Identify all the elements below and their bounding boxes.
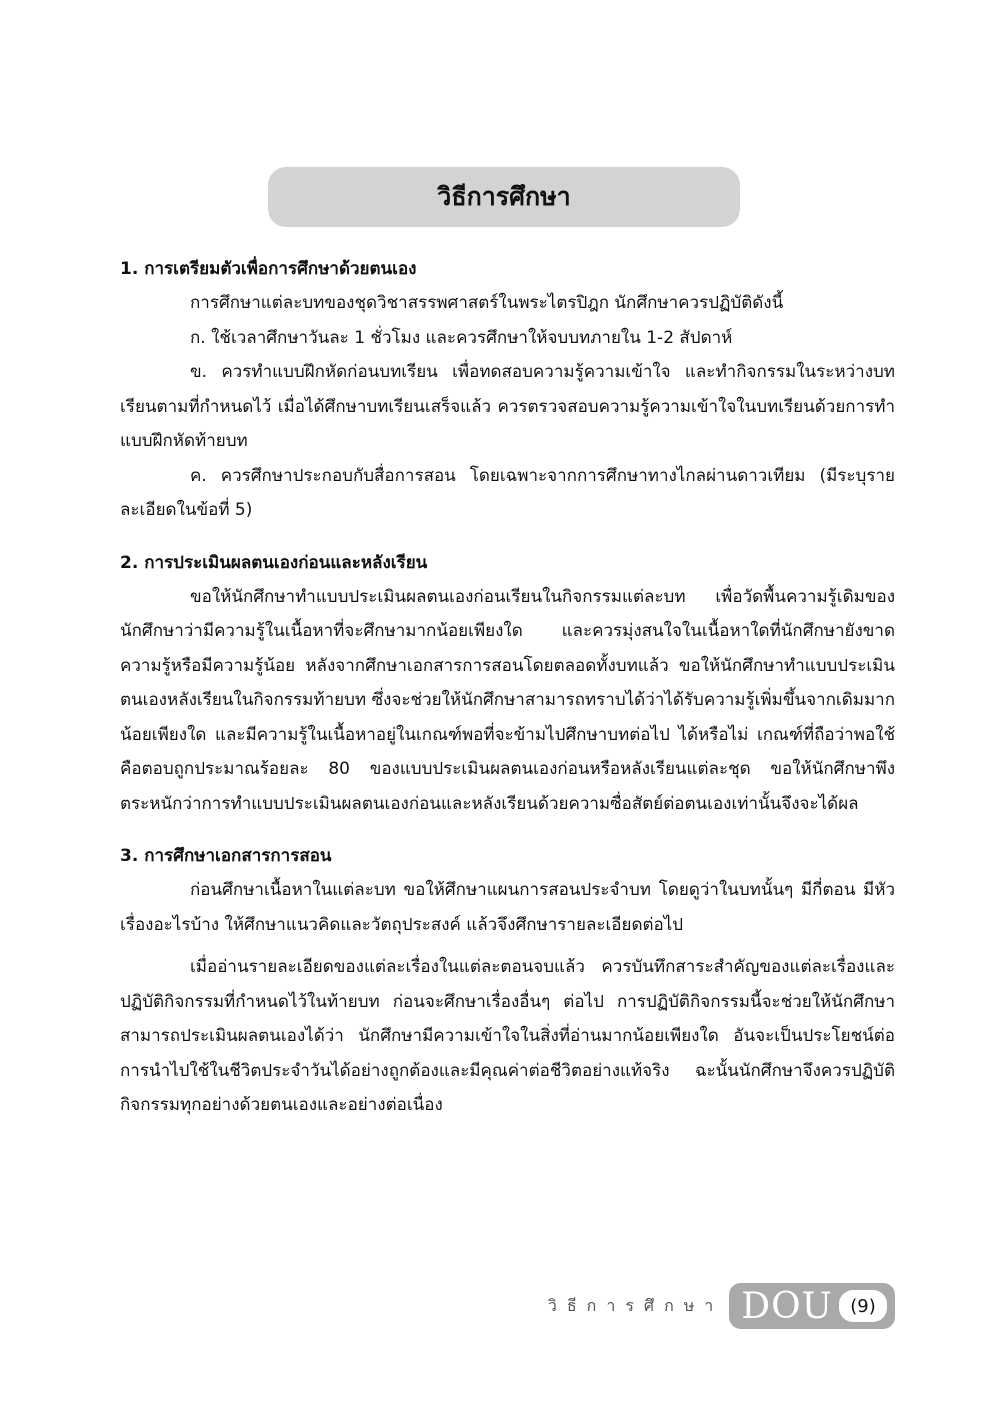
section-heading: 3. การศึกษาเอกสารการสอน [120,846,332,866]
section-self-assessment [120,546,895,822]
footer-label: วิธีการศึกษา [547,1295,724,1315]
title-banner [268,167,740,227]
section-study-documents [120,839,895,1123]
paragraph: ก่อนศึกษาเนื้อหาในแต่ละบท ขอให้ศึกษาแผนการสอนประจำบท โดยดูว่าในบทนั้นๆ มีกี่ตอน มีหัวเรื่องอะไรบ้าง ให้ศึกษาแนวคิดและวัตถุประสงค์ แล้วจึงศึกษารายละเอียดต่อไป [120,880,895,935]
dou-logo [729,1283,895,1329]
paragraph: ก. ใช้เวลาศึกษาวันละ 1 ชั่วโมง และควรศึกษาให้จบบทภายใน 1-2 สัปดาห์ [190,327,733,348]
paragraph: การศึกษาแต่ละบทของชุดวิชาสรรพศาสตร์ในพระไตรปิฎก นักศึกษาควรปฏิบัติดังนี้ [190,293,784,313]
dou-brand: DOU [741,1285,833,1327]
main-content [120,252,895,1123]
section-heading: 1. การเตรียมตัวเพื่อการศึกษาด้วยตนเอง [120,259,417,279]
page-footer [548,1283,895,1329]
section-preparation [120,252,895,528]
paragraph: ข. ควรทำแบบฝึกหัดก่อนบทเรียน เพื่อทดสอบความรู้ความเข้าใจ และทำกิจกรรมในระหว่างบทเรียนตามที่กำหนดไว้ เมื่อได้ศึกษาบทเรียนเสร็จแล้ว ควรตรวจสอบความรู้ความเข้าใจในบทเรียนด้วยการทำแบบฝึกหัดท้ายบท [120,362,895,451]
page-number: (9) [839,1290,887,1322]
page-title: วิธีการศึกษา [437,182,571,211]
paragraph: ขอให้นักศึกษาทำแบบประเมินผลตนเองก่อนเรียนในกิจกรรมแต่ละบท เพื่อวัดพื้นความรู้เดิมของนักศึกษาว่ามีความรู้ในเนื้อหาที่จะศึกษามากน้อยเพียงใด และควรมุ่งสนใจในเนื้อหาใดที่นักศึกษายังขาดความรู้หรือมีความรู้น้อย หลังจากศึกษาเอกสารการสอนโดยตลอดทั้งบทแล้ว ขอให้นักศึกษาทำแบบประเมินตนเองหลังเรียนในกิจกรรมท้ายบท ซึ่งจะช่วยให้นักศึกษาสามารถทราบได้ว่าได้รับความรู้เพิ่มขึ้นจากเดิมมากน้อยเพียงใด และมีความรู้ในเนื้อหาอยู่ในเกณฑ์พอที่จะข้ามไปศึกษาบทต่อไป ได้หรือไม่ เกณฑ์ที่ถือว่าพอใช้คือตอบถูกประมาณร้อยละ 80 ของแบบประเมินผลตนเองก่อนหรือหลังเรียนแต่ละชุด ขอให้นักศึกษาพึงตระหนักว่าการทำแบบประเมินผลตนเองก่อนและหลังเรียนด้วยความซื่อสัตย์ต่อตนเองเท่านั้นจึงจะได้ผล [120,586,895,814]
section-heading: 2. การประเมินผลตนเองก่อนและหลังเรียน [120,552,428,573]
paragraph: เมื่ออ่านรายละเอียดของแต่ละเรื่องในแต่ละตอนจบแล้ว ควรบันทึกสาระสำคัญของแต่ละเรื่องและปฏิบัติกิจกรรมที่กำหนดไว้ในท้ายบท ก่อนจะศึกษาเรื่องอื่นๆ ต่อไป การปฏิบัติกิจกรรมนี้จะช่วยให้นักศึกษาสามารถประเมินผลตนเองได้ว่า นักศึกษามีความเข้าใจในสิ่งที่อ่านมากน้อยเพียงใด อันจะเป็นประโยชน์ต่อการนำไปใช้ในชีวิตประจำวันได้อย่างถูกต้องและมีคุณค่าต่อชีวิตอย่างแท้จริง ฉะนั้นนักศึกษาจึงควรปฏิบัติกิจกรรมทุกอย่างด้วยตนเองและอย่างต่อเนื่อง [120,957,895,1115]
paragraph: ค. ควรศึกษาประกอบกับสื่อการสอน โดยเฉพาะจากการศึกษาทางไกลผ่านดาวเทียม (มีระบุรายละเอียดในข้อที่ 5) [120,465,895,520]
